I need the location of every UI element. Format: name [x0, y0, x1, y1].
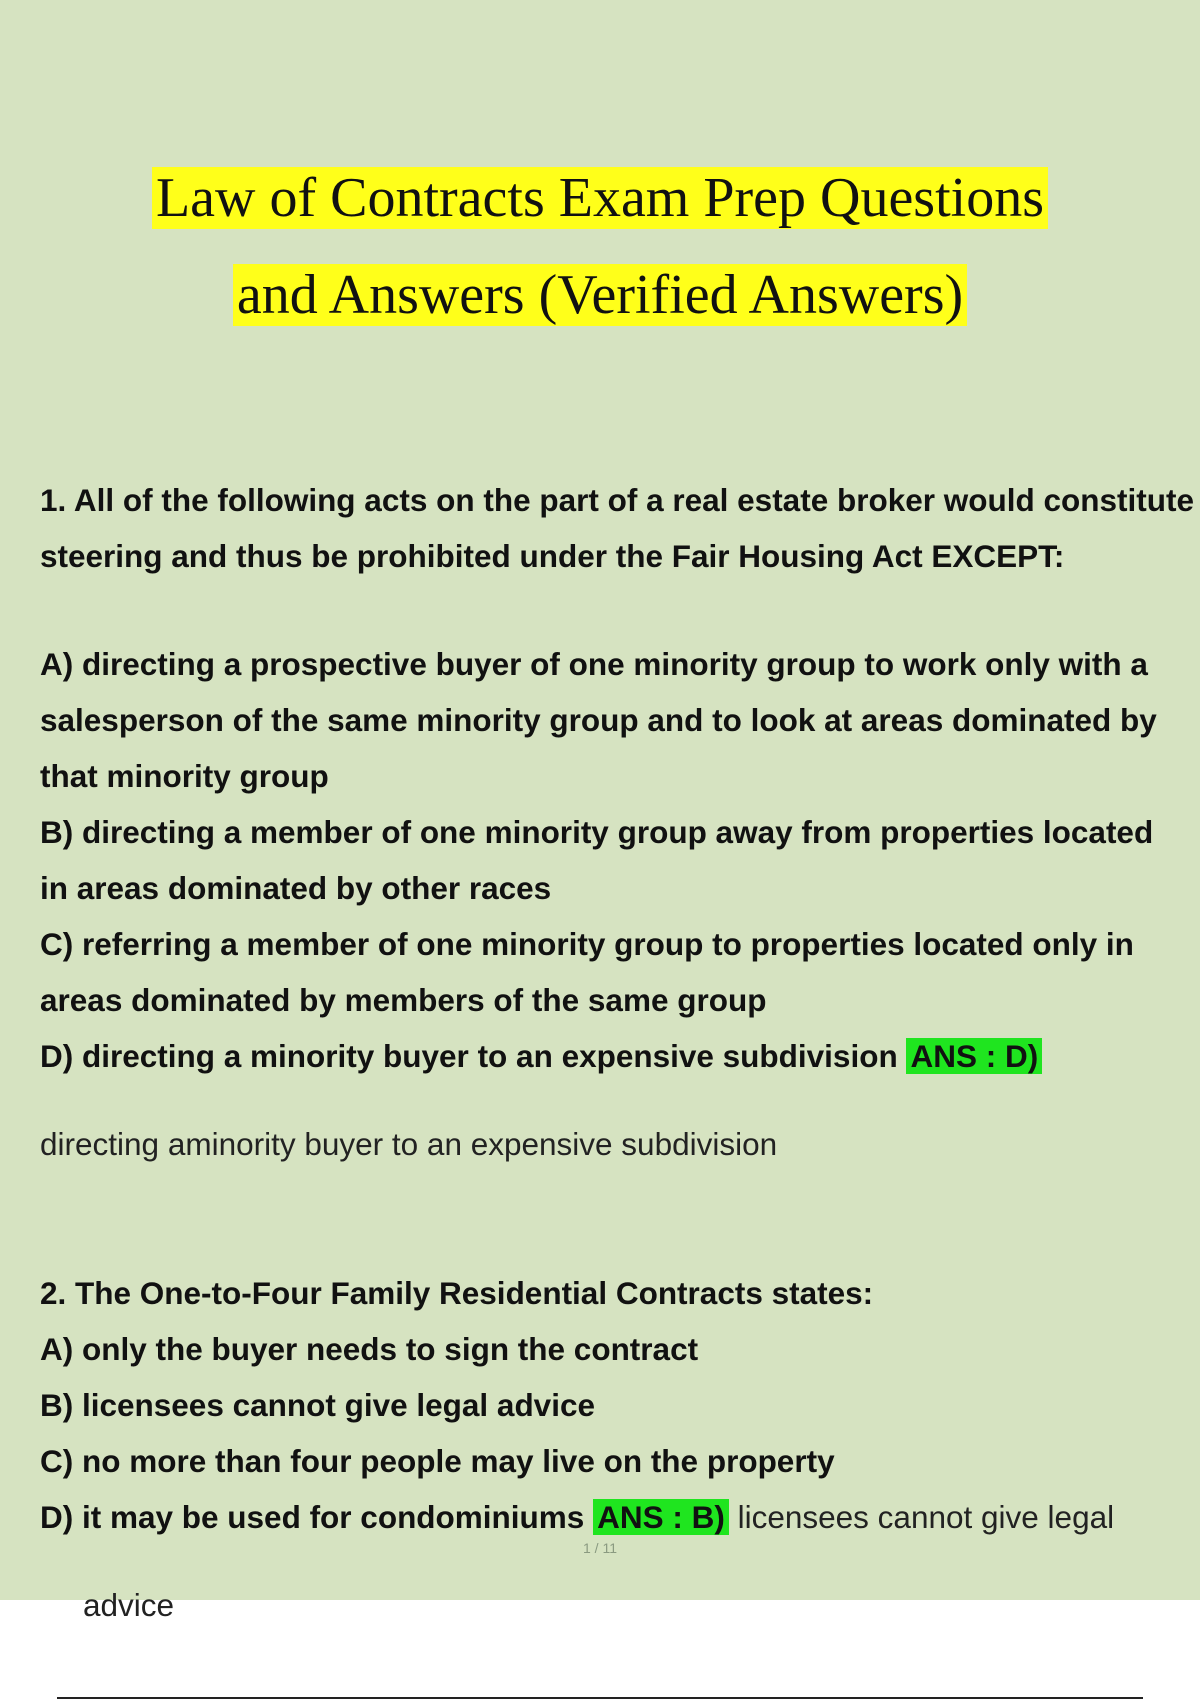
- question-1-prompt-line-1: 1. All of the following acts on the part of a real estate broker would constitute: [40, 482, 1194, 518]
- question-2-answer-label: ANS : B): [593, 1499, 729, 1535]
- question-2-option-d-text: D) it may be used for condominiums: [40, 1499, 585, 1535]
- question-1-option-a-line-2: salesperson of the same minority group and to look at areas dominated by: [40, 702, 1157, 738]
- question-2-answer-text-line-2: advice: [83, 1586, 175, 1623]
- question-1-answer-text: directing aminority buyer to an expensive subdivision: [40, 1125, 778, 1162]
- question-1-option-d-text: D) directing a minority buyer to an expensive subdivision: [40, 1038, 898, 1074]
- question-2-answer-text-line-1: licensees cannot give legal: [737, 1499, 1115, 1535]
- question-2: [40, 1265, 1200, 1633]
- question-1: [40, 472, 1200, 1172]
- question-1-option-d: [40, 1028, 1200, 1084]
- questions-list: [40, 472, 1200, 1664]
- footer-divider: [57, 1697, 1143, 1699]
- question-2-option-b: B) licensees cannot give legal advice: [40, 1387, 595, 1423]
- document-title: [0, 150, 1200, 344]
- question-1-option-a-line-1: A) directing a prospective buyer of one minority group to work only with a: [40, 646, 1148, 682]
- question-1-option-b-line-1: B) directing a member of one minority group away from properties located: [40, 814, 1154, 850]
- question-2-prompt: 2. The One-to-Four Family Residential Contracts states:: [40, 1275, 874, 1311]
- question-1-option-c-line-1: C) referring a member of one minority group to properties located only in: [40, 926, 1134, 962]
- question-1-option-a-line-3: that minority group: [40, 758, 329, 794]
- title-line-2: and Answers (Verified Answers): [233, 264, 967, 326]
- question-2-option-c: C) no more than four people may live on the property: [40, 1443, 835, 1479]
- title-line-1: Law of Contracts Exam Prep Questions: [152, 167, 1048, 229]
- question-2-option-d: [40, 1489, 1200, 1545]
- question-2-option-a: A) only the buyer needs to sign the contract: [40, 1331, 699, 1367]
- question-1-prompt-line-2: steering and thus be prohibited under the Fair Housing Act EXCEPT:: [40, 538, 1065, 574]
- question-1-answer-label: ANS : D): [906, 1038, 1042, 1074]
- question-1-option-b-line-2: in areas dominated by other races: [40, 870, 552, 906]
- page-number: 1 / 11: [583, 1540, 617, 1556]
- question-1-option-c-line-2: areas dominated by members of the same group: [40, 982, 767, 1018]
